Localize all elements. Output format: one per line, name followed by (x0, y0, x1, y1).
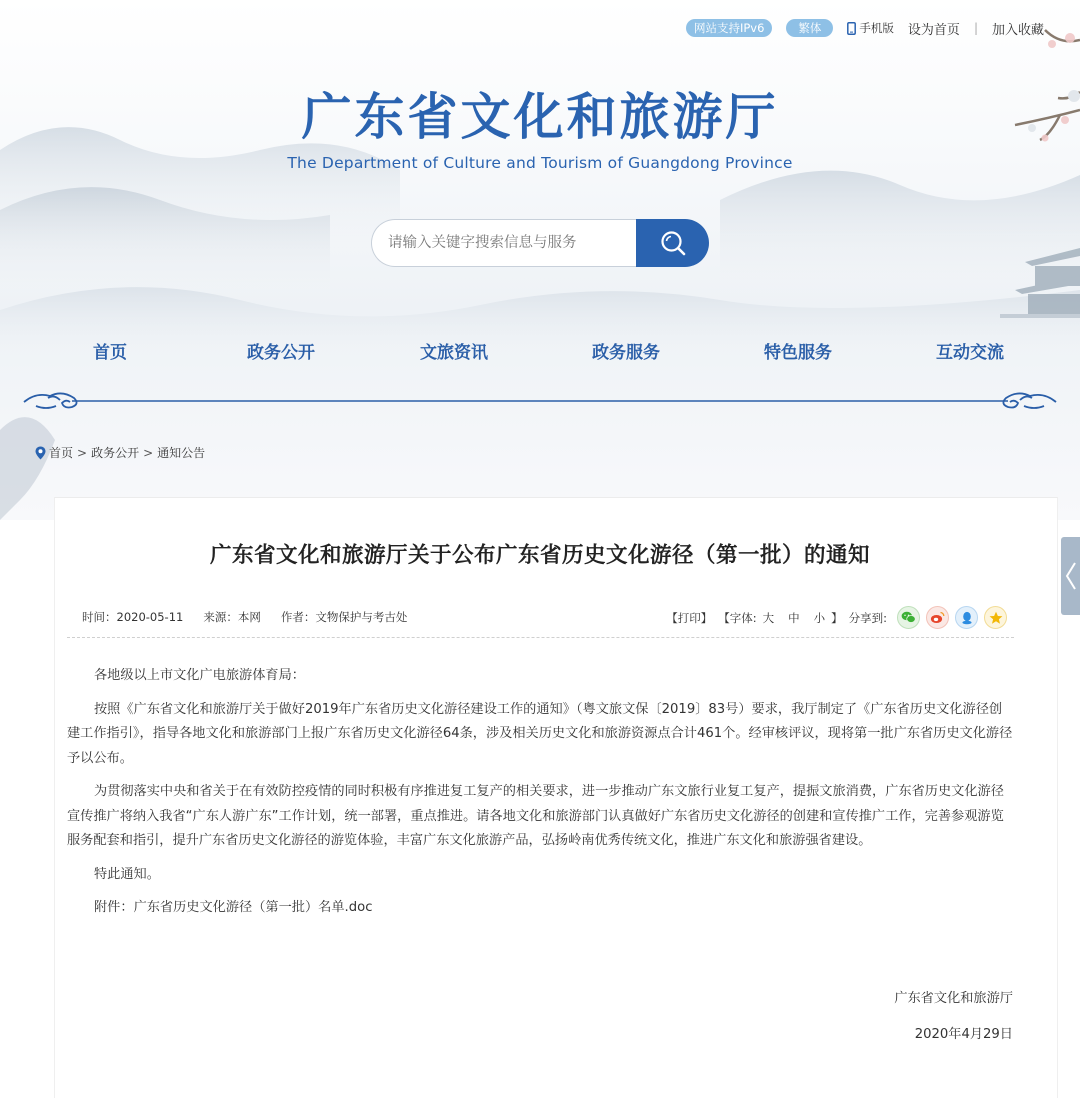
top-utility-bar (686, 17, 1044, 39)
site-title-chinese: 广东省文化和旅游厅 (301, 87, 779, 146)
search-input[interactable] (371, 219, 652, 267)
breadcrumb (35, 444, 205, 461)
search-button[interactable] (636, 219, 709, 267)
main-navigation (0, 338, 1080, 368)
nav-item-government-affairs[interactable]: 政务公开 (247, 343, 315, 363)
meta-divider (67, 637, 1014, 638)
set-homepage-link[interactable]: 设为首页 (907, 22, 960, 38)
article-title: 广东省文化和旅游厅关于公布广东省历史文化游径（第一批）的通知 (209, 543, 870, 568)
site-title-english: The Department of Culture and Tourism of Guangdong Province (287, 154, 793, 172)
search-icon (659, 229, 687, 257)
nav-cloud-divider (22, 388, 1058, 414)
paragraph-1: 按照《广东省文化和旅游厅关于做好2019年广东省历史文化游径建设工作的通知》（粤文旅文保〔2019〕83号）要求，我厅制定了《广东省历史文化游径创建工作指引》，指导各地文化和旅游部门上报广东省历史文化游径64条，涉及相关历史文化和旅游资源点合计461个。经审核评议，现将第一批广东省历史文化游径予以公布。 (67, 701, 1013, 766)
nav-item-interaction[interactable]: 互动交流 (936, 343, 1004, 363)
weibo-icon (930, 611, 945, 624)
font-size-medium[interactable]: 中 (788, 610, 800, 625)
ipv6-badge[interactable]: 网站支持IPv6 (686, 19, 772, 37)
mobile-version-label: 手机版 (859, 21, 894, 35)
share-label: 分享到: (848, 610, 887, 625)
topbar-separator: | (973, 21, 978, 35)
location-pin-icon (35, 446, 46, 460)
closing-line: 特此通知。 (94, 866, 160, 882)
font-size-label: 【字体: (718, 610, 757, 625)
breadcrumb-separator: > (143, 445, 154, 460)
paragraph-2: 为贯彻落实中央和省关于在有效防控疫情的同时积极有序推进复工复产的相关要求，进一步推动广东文旅行业复工复产，提振文旅消费，广东省历史文化游径宣传推广将纳入我省“广东人游广东”工作计划，统一部署，重点推进。请各地文化和旅游部门认真做好广东省历史文化游径的创建和宣传推广工作，完善参观游览服务配套和指引，提升广东省历史文化游径的游览体验，丰富广东文化旅游产品，弘扬岭南优秀传统文化，推进广东文化和旅游强省建设。 (67, 784, 1004, 848)
attachment-link[interactable]: 广东省历史文化游径（第一批）名单.doc (133, 900, 373, 915)
nav-item-culture-tourism-news[interactable]: 文旅资讯 (420, 343, 488, 363)
nav-item-home[interactable]: 首页 (93, 343, 127, 363)
article-meta (82, 606, 1007, 626)
attachment-line (67, 896, 1013, 921)
site-search (371, 219, 709, 267)
breadcrumb-separator: > (77, 445, 88, 460)
print-button[interactable]: 【打印】 (666, 610, 713, 625)
traditional-chinese-toggle[interactable]: 繁体 (786, 19, 833, 37)
wechat-icon (901, 611, 916, 624)
nav-item-special-services[interactable]: 特色服务 (764, 343, 832, 363)
add-bookmark-link[interactable]: 加入收藏 (991, 22, 1044, 38)
qq-icon (961, 611, 973, 625)
font-size-small[interactable]: 小 (813, 610, 826, 625)
share-weibo[interactable] (926, 606, 949, 629)
publish-time: 时间：2020-05-11 (82, 610, 184, 624)
mobile-version-link[interactable] (847, 20, 894, 36)
attachment-label: 附件： (94, 900, 134, 915)
mobile-phone-icon (847, 22, 856, 35)
breadcrumb-notices[interactable]: 通知公告 (157, 446, 206, 460)
signature-date: 2020年4月29日 (914, 1027, 1013, 1042)
article-body (67, 664, 1013, 921)
site-logo-title[interactable] (0, 84, 1080, 172)
share-qzone[interactable] (984, 606, 1007, 629)
article-source: 来源：本网 (203, 610, 261, 624)
article-author: 作者：文物保护与考古处 (280, 610, 408, 624)
font-size-bracket-close: 】 (831, 610, 843, 625)
breadcrumb-home[interactable]: 首页 (49, 446, 74, 460)
share-qq[interactable] (955, 606, 978, 629)
nav-item-government-services[interactable]: 政务服务 (592, 343, 660, 363)
salutation: 各地级以上市文化广电旅游体育局： (94, 668, 305, 683)
font-size-large[interactable]: 大 (762, 610, 775, 625)
signature-issuer: 广东省文化和旅游厅 (894, 991, 1013, 1006)
breadcrumb-government-affairs[interactable]: 政务公开 (91, 446, 140, 460)
share-wechat[interactable] (897, 606, 920, 629)
qzone-star-icon (989, 611, 1003, 625)
